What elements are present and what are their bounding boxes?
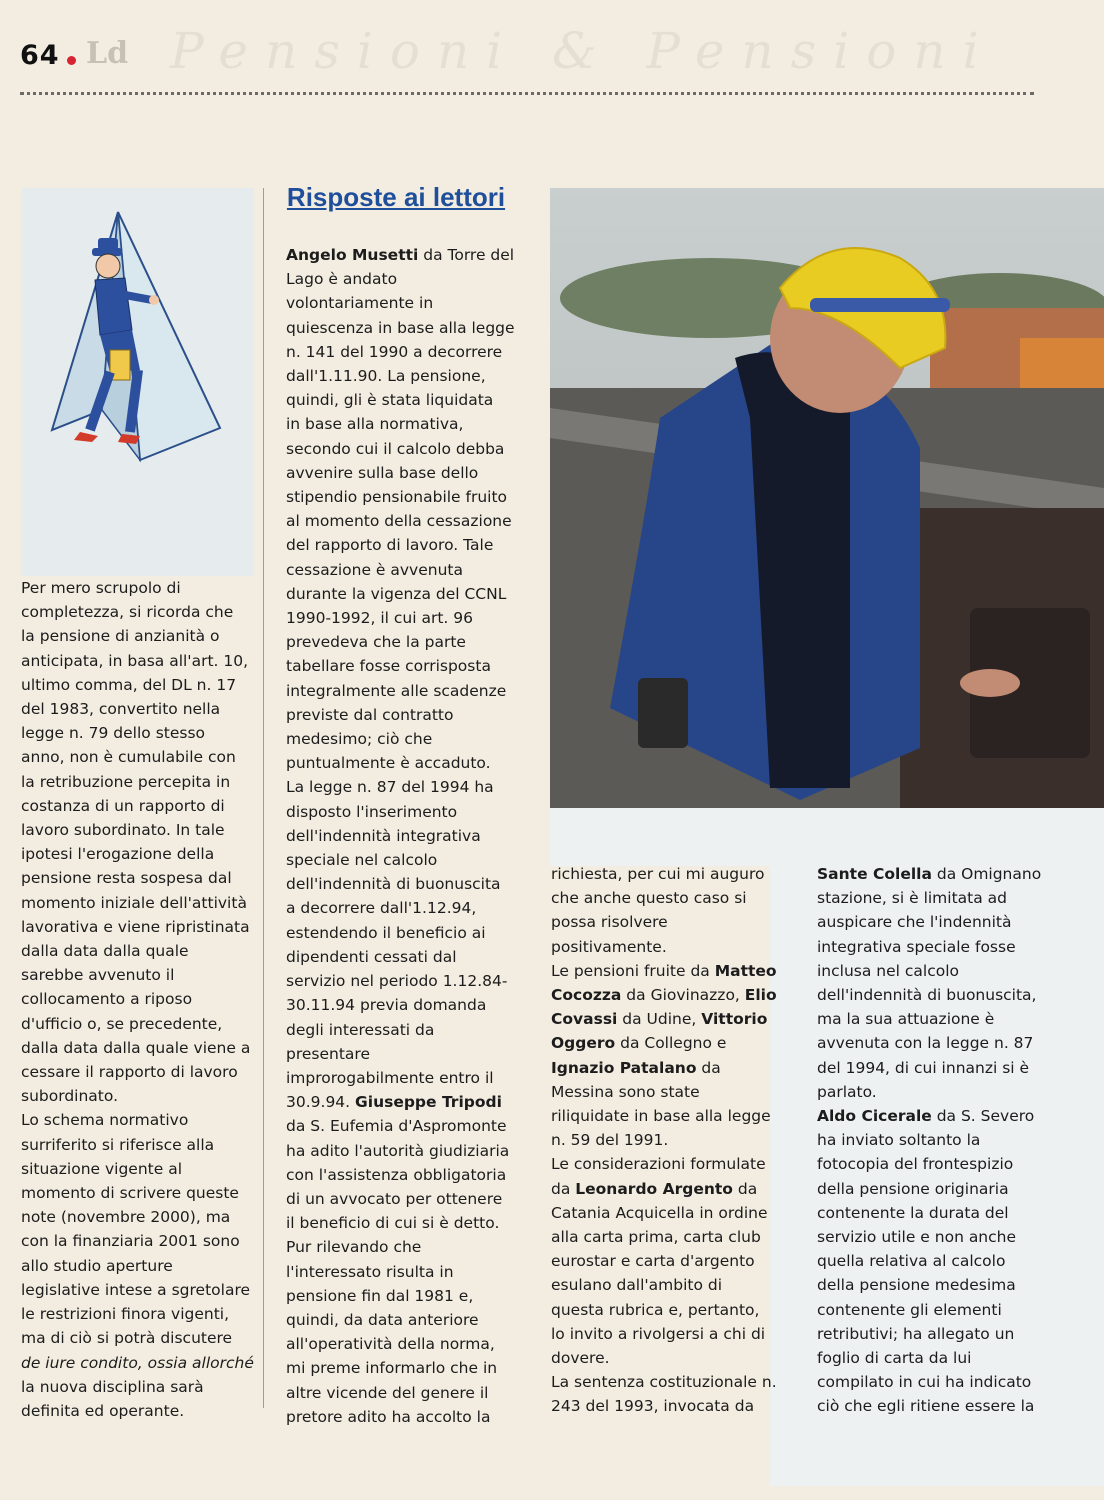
reader-name: Matteo xyxy=(714,961,777,980)
running-title: Pensioni & Pensioni xyxy=(170,22,996,80)
third-column-text: richiesta, per cui mi auguro che anche questo caso si possa risolvere positivamente. Le pensioni fruite da Matteo Cocozza da Giovinazzo, Elio Covassi da Udine, Vittorio Oggero da Collegno e Ignazio Patalano da Messina sono state riliquidate in base alla legge n. 59 del 1991. Le considerazioni formulate da Leonardo Argento da Catania Acquicella in ordine alla carta prima, carta club eurostar e carta d'argento esulano dall'ambito di questa rubrica e, pertanto, lo invito a rivolgersi a chi di dovere. La sentenza costituzionale n. 243 del 1993, invocata da xyxy=(551,865,777,1416)
reader-name: Aldo Cicerale xyxy=(817,1107,932,1126)
page-header xyxy=(0,0,1104,100)
reader-name: Cocozza xyxy=(551,986,622,1005)
reader-name: Oggero xyxy=(551,1034,616,1053)
reader-name: Elio xyxy=(744,986,777,1005)
reader-name: Angelo Musetti xyxy=(286,246,419,264)
left-column-text: Per mero scrupolo di completezza, si ricorda che la pensione di anzianità o anticipata, in basa all'art. 10, ultimo comma, del DL n. 17 del 1983, convertito nella legge n. 79 dello stesso anno, non è cumulabile con la retribuzione percepita in costanza di un rapporto di lavoro subordinato. In tale ipotesi l'erogazione della pensione resta sospesa dal momento iniziale dell'attività lavorativa e viene ripristinata dalla data dalla quale sarebbe avvenuto il collocamento a riposo d'ufficio o, se precedente, dalla data dalla quale viene a cessare il rapporto di lavoro subordinato. Lo schema normativo surriferito si riferisce alla situazione vigente al momento di scrivere queste note (novembre 2000), ma con la finanziaria 2001 sono allo studio aperture legislative intese a sgretolare le restrizioni finora vigenti, ma di ciò si potrà discutere de iure condito, ossia allorché la nuova disciplina sarà definita ed operante. xyxy=(21,579,254,1420)
fourth-column-text: Sante Colella da Omignano stazione, si è limitata ad auspicare che l'indennità integrativa speciale fosse inclusa nel calcolo dell'indennità di buonuscita, ma la sua attuazione è avvenuta con la legge n. 87 del 1994, di cui innanzi si è parlato. Aldo Cicerale da S. Severo ha inviato soltanto la fotocopia del frontespizio della pensione originaria contenente la durata del servizio utile e non anche quella relativa al calcolo della pensione medesima contenente gli elementi retributivi; ha allegato un foglio di carta da lui compilato in cui ha indicato ciò che egli ritiene essere la xyxy=(817,865,1042,1416)
reader-name: Ignazio Patalano xyxy=(551,1058,697,1077)
lower-mid-panel xyxy=(550,806,770,866)
column-divider xyxy=(263,188,264,1408)
reader-name: Covassi xyxy=(551,1010,618,1029)
worker-tent-illustration xyxy=(40,200,240,470)
middle-column-text: Angelo Musetti da Torre del Lago è andato volontariamente in quiescenza in base alla legge n. 141 del 1990 a decorrere dall'1.11.90. La pensione, quindi, gli è stata liquidata in base alla normativa, secondo cui il calcolo debba avvenire sulla base dello stipendio pensionabile fruito al momento della cessazione del rapporto di lavoro. Tale cessazione è avvenuta durante la vigenza del CCNL 1990-1992, il cui art. 96 prevedeva che la parte tabellare fosse corrisposta integralmente alle scadenze previste dal contratto medesimo; ciò che puntualmente è accaduto. La legge n. 87 del 1994 ha disposto l'inserimento dell'indennità integrativa speciale nel calcolo dell'indennità di buonuscita a decorrere dall'1.12.94, estendendo il beneficio ai dipendenti cessati dal servizio nel periodo 1.12.84- 30.11.94 previa domanda degli interessati da presentare improrogabilmente entro il 30.9.94. Giuseppe Tripodi da S. Eufemia d'Aspromonte ha adito l'autorità giudiziaria con l'assistenza obbligatoria di un avvocato per ottenere il beneficio di cui si è detto. Pur rilevando che l'interessato risulta in pensione fin dal 1981 e, quindi, da data anteriore all'operatività della norma, mi preme informarlo che in altre vicende del genere il pretore adito ha accolto la xyxy=(286,246,515,1426)
header-bullet-dot xyxy=(67,56,76,65)
header-dotted-rule xyxy=(20,92,1034,95)
reader-name: Sante Colella xyxy=(817,865,932,883)
section-title: Risposte ai lettori xyxy=(286,182,506,212)
reader-name: Giuseppe Tripodi xyxy=(355,1093,502,1112)
railway-worker-photo xyxy=(550,188,1104,808)
reader-name: Vittorio xyxy=(701,1010,768,1029)
reader-name: Leonardo Argento xyxy=(575,1179,733,1198)
magazine-logo: Ld xyxy=(86,36,129,71)
page-number: 64 xyxy=(20,40,60,71)
